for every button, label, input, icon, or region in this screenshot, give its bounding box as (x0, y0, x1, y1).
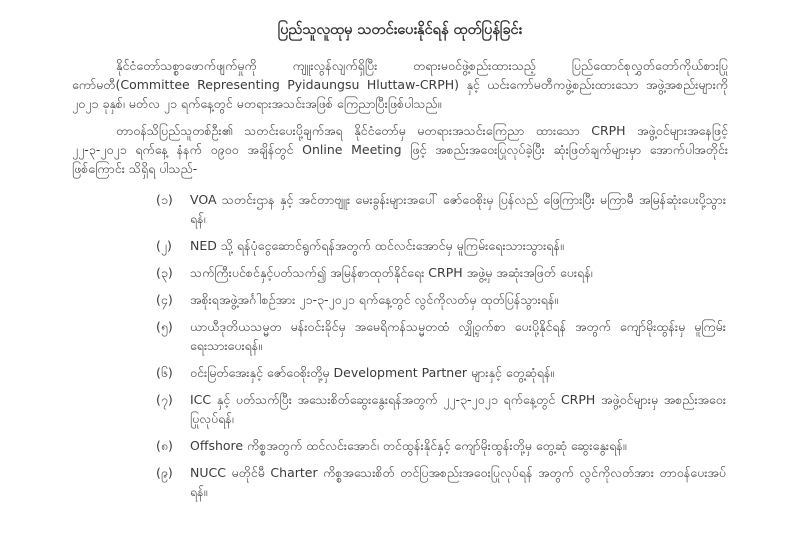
list-item-number: (၃) (156, 265, 173, 280)
list-item-text: ယာယီဒုတိယသမ္မတ မန်းဝင်းခိုင်မှ အမေရိကန်သမ္မတထံ လျှို့ဝှက်စာ ပေးပို့နိုင်ရန် အတွက် ကျော်မိုးထွန်းမှ မူကြမ်းရေးသားပေးရန်။ (190, 319, 726, 353)
list-item-text: ICC နှင့် ပတ်သက်ပြီး အသေးစိတ်ဆွေးနွေးရန်အတွက် ၂၂-၃-၂၀၂၁ ရက်နေ့တွင် CRPH အဖွဲ့ဝင်များမှ အစည်းအဝေးပြုလုပ်ရန်၊ (190, 392, 726, 426)
list-item-number: (၆) (156, 365, 173, 380)
list-item-text: သက်ကြီးပင်စင်နှင့်ပတ်သက်၍ အမြန်စာထုတ်နိုင်ရေး CRPH အဖွဲ့မှ အဆုံးအဖြတ် ပေးရန်၊ (190, 265, 593, 280)
list-item-number: (၈) (156, 438, 173, 453)
list-item (156, 290, 726, 309)
document-title: ပြည်သူလူထုမှ သတင်းပေးနိုင်ရန် ထုတ်ပြန်ခြင်း (277, 22, 523, 38)
list-item-text: အစိုးရအဖွဲ့အင်္ဂါစဉ်အား ၂၁-၃-၂၀၂၁ ရက်နေ့တွင် လွင်ကိုလတ်မှ ထုတ်ပြန်သွားရန်။ (190, 292, 559, 307)
list-item-text: NUCC မတိုင်မီ Charter ကိစ္စအသေးစိတ် တင်ပြအစည်းအဝေးပြုလုပ်ရန် အတွက် လွင်ကိုလတ်အား တာဝန်ပေးအပ်ရန်။ (190, 465, 726, 499)
list-item (156, 363, 726, 382)
paragraph-meeting-report: တာဝန်သိပြည်သူတစ်ဦး၏ သတင်းပေးပို့ချက်အရ နိုင်ငံတော်မှ မတရားအသင်းကြေညာ ထားသော CRPH အဖွဲ့ဝင်များအနေဖြင့် ၂၂-၃-၂၀၂၁ ရက်နေ့ နံနက် ၀၉၀၀ အချိန်တွင် Online Meeting ဖြင့် အစည်းအဝေးပြုလုပ်ခဲ့ပြီး ဆုံးဖြတ်ချက်များမှာ အောက်ပါအတိုင်း ဖြစ်ကြောင်း သိရှိရ ပါသည်- (72, 123, 728, 176)
list-item-number: (၅) (156, 319, 173, 334)
list-item-text: VOA သတင်းဌာန နှင့် အင်တာဗျူး မေးခွန်းများအပေါ် ဇော်ဝေစိုးမှ ပြန်လည် ဖြေကြားပြီး မကြာမီ အမြန်ဆုံးပေးပို့သွားရန်၊ (190, 192, 726, 226)
list-item-number: (၁) (156, 192, 173, 207)
list-item-text: NED သို့ ရန်ပုံငွေဆောင်ရွက်ရန်အတွက် ထင်လင်းအောင်မှ မူကြမ်းရေးသားသွားရန်။ (190, 238, 564, 253)
list-item (156, 436, 726, 455)
paragraph-intro: နိုင်ငံတော်သစ္စာဖောက်ဖျက်မှုကို ကျူးလွန်လျက်ရှိပြီး တရားမဝင်ဖွဲ့စည်းထားသည့် ပြည်ထောင်စုလွှတ်တော်ကိုယ်စားပြုကော်မတီ(Committee Representing Pyidaungsu Hluttaw-CRPH) နှင့် ယင်းကော်မတီကဖွဲ့စည်းထားသော အဖွဲ့အစည်းများကို ၂၀၂၁ ခုနှစ်၊ မတ်လ ၂၁ ရက်နေ့တွင် မတရားအသင်းအဖြစ် ကြေညာပြီးဖြစ်ပါသည်။ (72, 58, 728, 111)
list-item-text: ဝင်းမြတ်အေးနှင့် ဇော်ဝေစိုးတို့မှ Development Partner များနှင့် တွေ့ဆုံရန်။ (190, 365, 555, 380)
list-item (156, 390, 726, 428)
list-item (156, 463, 726, 501)
list-item-number: (၇) (156, 392, 173, 407)
decision-list (156, 190, 726, 501)
list-item (156, 190, 726, 228)
list-item-number: (၂) (156, 238, 172, 253)
list-item-text: Offshore ကိစ္စအတွက် ထင်လင်းအောင်၊ တင်ထွန်းနိုင်နှင့် ကျော်မိုးထွန်းတို့မှ တွေ့ဆုံ ဆွေးနွေးရန်။ (190, 438, 627, 453)
list-item (156, 317, 726, 355)
list-item (156, 263, 726, 282)
list-item (156, 236, 726, 255)
list-item-number: (၉) (156, 465, 173, 480)
list-item-number: (၄) (156, 292, 173, 307)
